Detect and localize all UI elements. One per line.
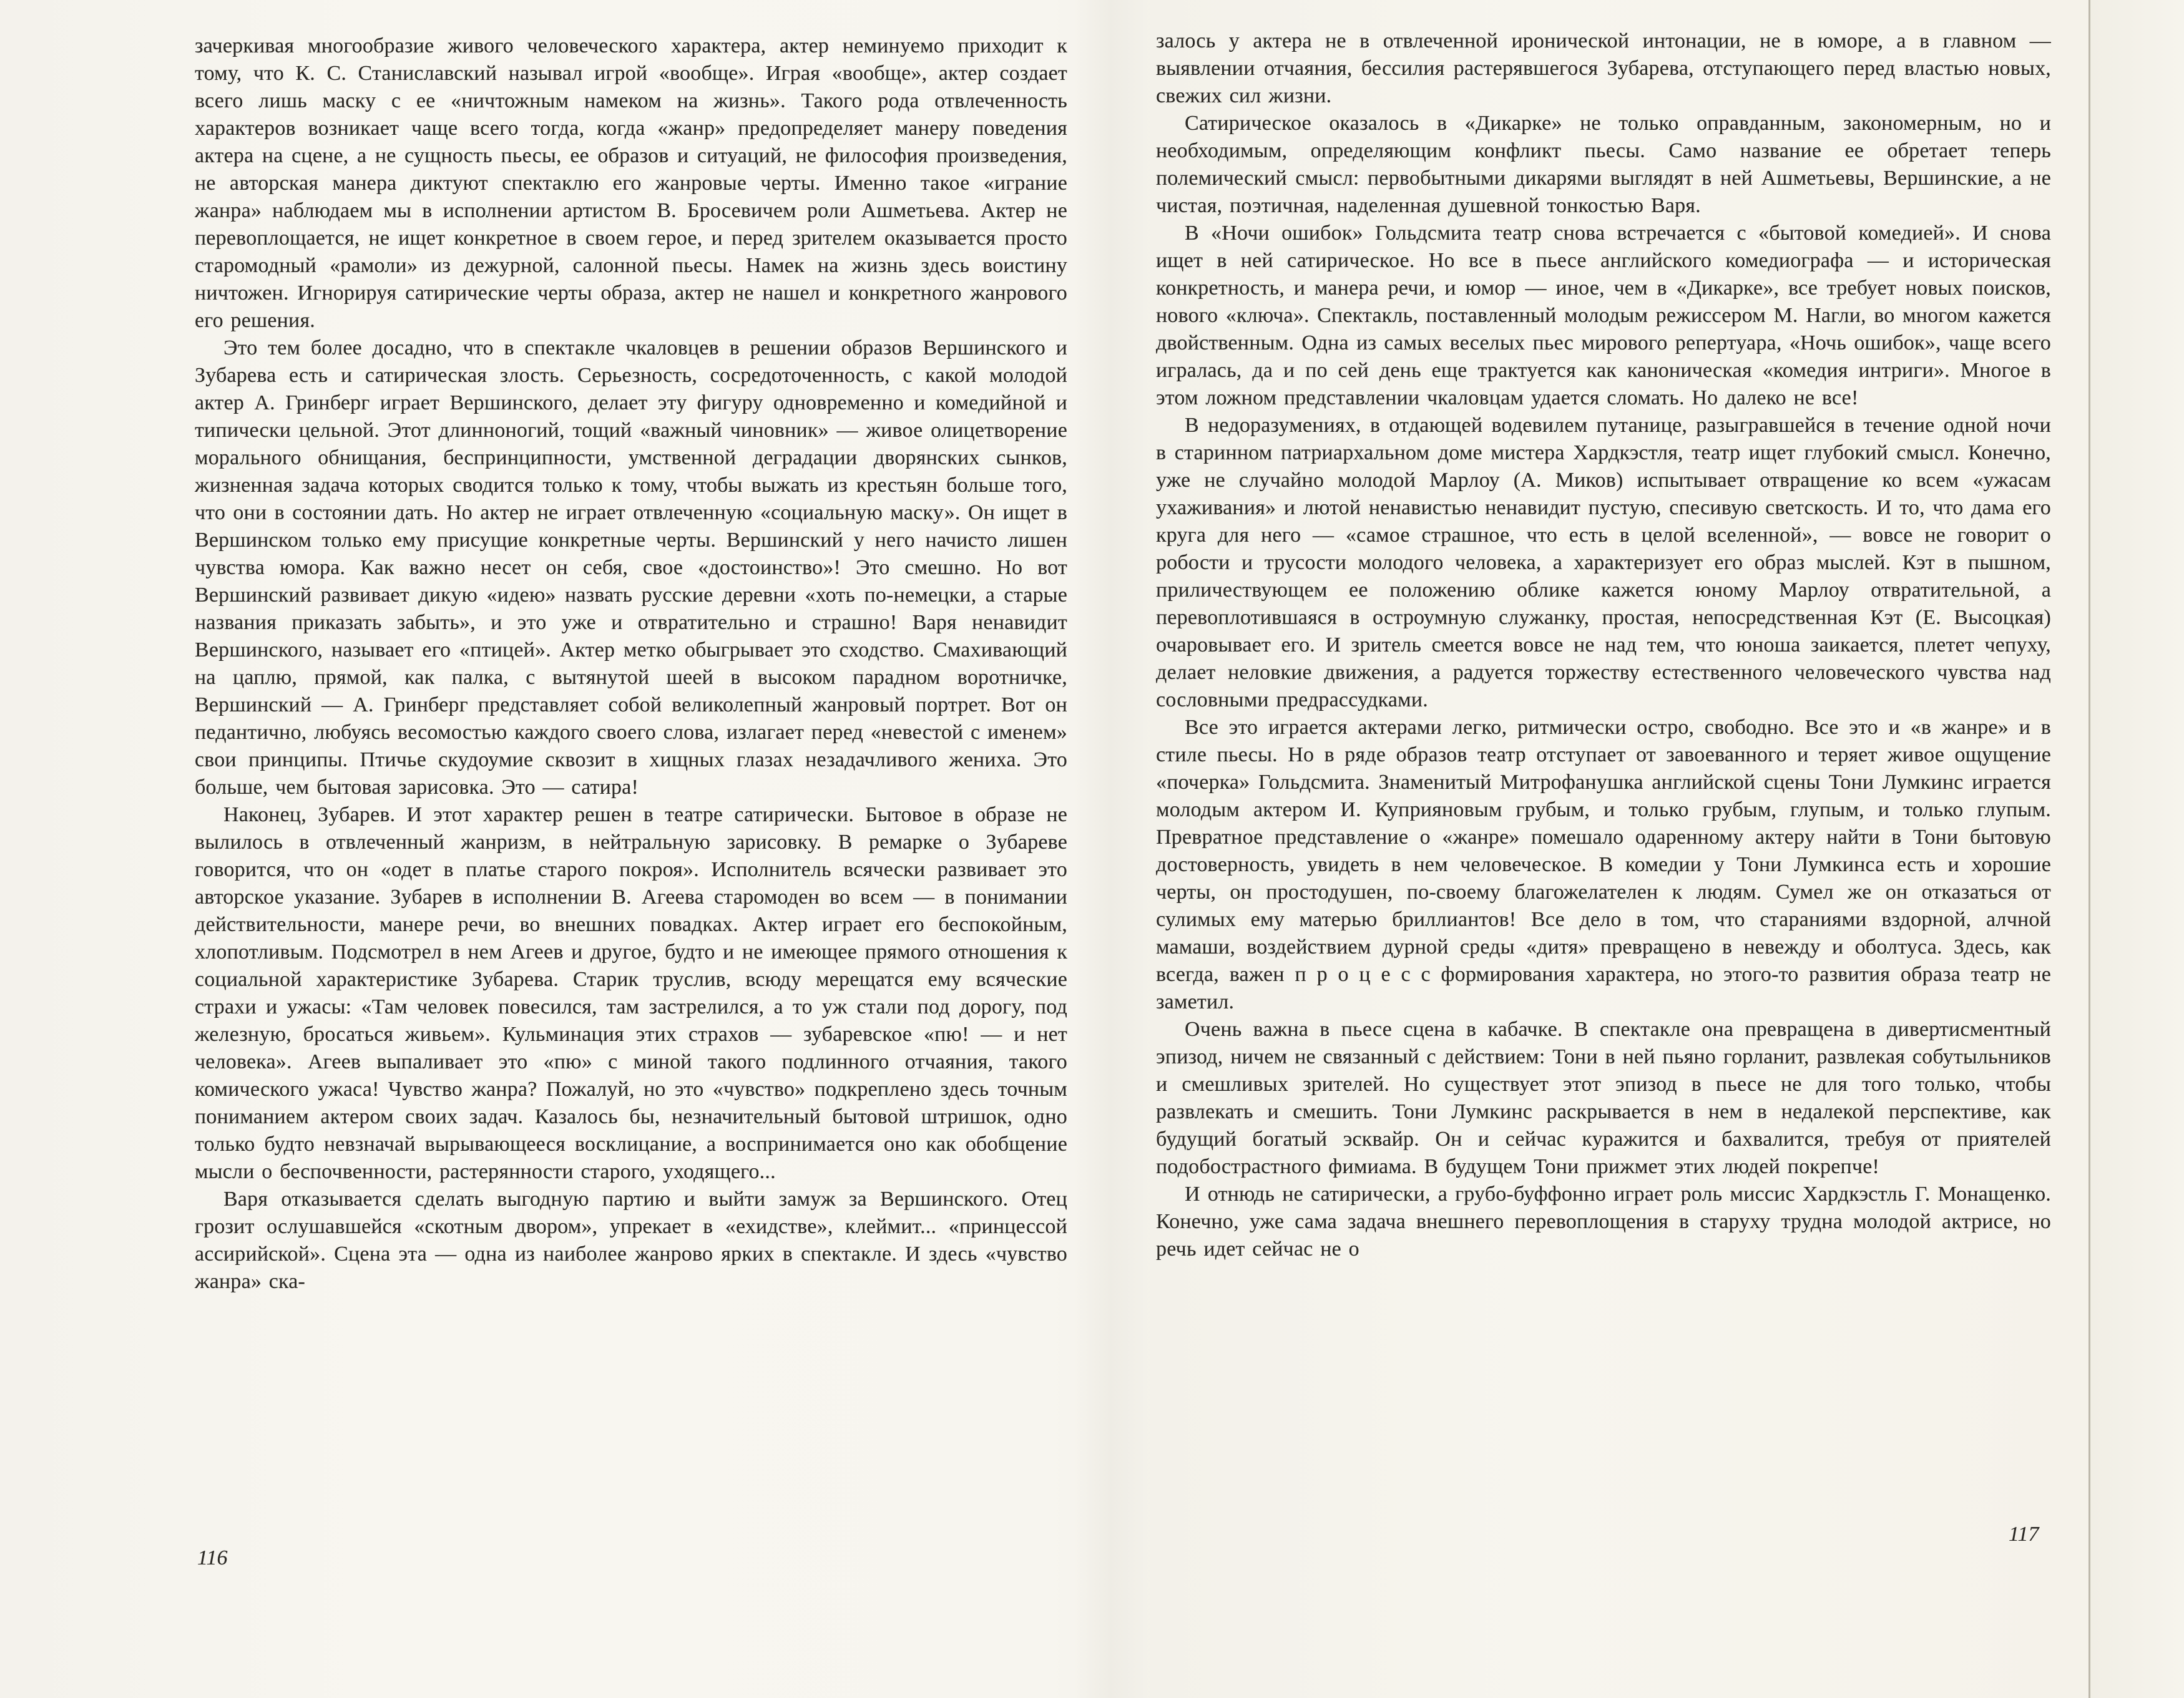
scan-margin-right	[2090, 0, 2184, 1698]
page-gutter-shade	[1074, 0, 1148, 1698]
paragraph: залось у актера не в отвлеченной иронической интонации, не в юморе, а в главном — выявлении отчаяния, бессилия растерявшегося Зубарева, отступающего перед властью новых, свежих сил жизни.	[1156, 29, 2051, 107]
paragraph: Это тем более досадно, что в спектакле чкаловцев в решении образов Вершинского и Зубарева есть и сатирическая злость. Серьезность, сосредоточенность, с какой молодой актер А. Гринберг играет Вершинского, делает эту фигуру одновременно и комедийной и типически цельной. Этот длинноногий, тощий «важный чиновник» — живое олицетворение морального обнищания, беспринципности, умственной деградации дворянских сынков, жизненная задача которых сводится только к тому, чтобы выжать из крестьян больше того, что они в состоянии дать. Но актер не играет отвлеченную «социальную маску». Он ищет в Вершинском только ему присущие конкретные черты. Вершинский у него начисто лишен чувства юмора. Как важно несет он себя, свое «достоинство»! Это смешно. Но вот Вершинский развивает дикую «идею» назвать русские деревни «хоть по-немецки, а старые названия приказать забыть», и это уже и отвратительно и страшно! Варя ненавидит Вершинского, называет его «птицей». Актер метко обыгрывает это сходство. Смахивающий на цаплю, прямой, как палка, с вытянутой шеей в высоком парадном воротничке, Вершинский — А. Гринберг представляет собой великолепный жанровый портрет. Вот он педантично, любуясь весомостью каждого своего слова, излагает перед «невестой с именем» свои принципы. Птичье скудоумие сквозит в хищных глазах незадачливого жениха. Это больше, чем бытовая зарисовка. Это — сатира!	[195, 336, 1068, 799]
paragraph: Наконец, Зубарев. И этот характер решен в театре сатирически. Бытовое в образе не вылилось в отвлеченный жанризм, в нейтральную зарисовку. В ремарке о Зубареве говорится, что он «одет в платье старого покроя». Исполнитель всячески развивает это авторское указание. Зубарев в исполнении В. Агеева старомоден во всем — в понимании действительности, манере речи, во внешних повадках. Актер играет его беспокойным, хлопотливым. Подсмотрел в нем Агеев и другое, будто и не имеющее прямого отношения к социальной характеристике Зубарева. Старик труслив, всюду мерещатся ему всяческие страхи и ужасы: «Там человек повесился, там застрелился, а то уж стали под дорогу, под железную, бросаться живьем». Кульминация этих страхов — зубаревское «пю! — и нет человека». Агеев выпаливает это «пю» с миной такого подлинного отчаяния, такого комического ужаса! Чувство жанра? Пожалуй, но это «чувство» подкреплено здесь точным пониманием актером своих задач. Казалось бы, незначительный бытовой штришок, одно только будто невзначай вырывающееся восклицание, а воспринимается оно как обобщение мысли о беспочвенности, растерянности старого, уходящего...	[195, 803, 1067, 1183]
paragraph: Очень важна в пьесе сцена в кабачке. В спектакле она превращена в дивертисментный эпизод, ничем не связанный с действием: Тони в ней пьяно горланит, развлекая собутыльников и смешливых зрителей. Но существует этот эпизод в пьесе не для того только, чтобы развлекать и смешить. Тони Лумкинс раскрывается в нем в недалекой перспективе, как будущий богатый эсквайр. Он и сейчас куражится и бахвалится, требуя от приятелей подобострастного фимиама. В будущем Тони прижмет этих людей покрепче!	[1156, 1018, 2051, 1178]
paragraph: Варя отказывается сделать выгодную партию и выйти замуж за Вершинского. Отец грозит ослушавшейся «скотным двором», упрекает в «ехидстве», клеймит... «принцессой ассирийской». Сцена эта — одна из наиболее жанрово ярких в спектакле. И здесь «чувство жанра» ска-	[195, 1188, 1067, 1293]
page-edge-line	[2089, 0, 2090, 1698]
paragraph: Сатирическое оказалось в «Дикарке» не только оправданным, закономерным, но и необходимым, определяющим конфликт пьесы. Само название ее обретает теперь полемический смысл: первобытными дикарями выглядят в ней Ашметьевы, Вершинские, а не чистая, поэтичная, наделенная душевной тонкостью Варя.	[1156, 112, 2051, 217]
paragraph: В недоразумениях, в отдающей водевилем путанице, разыгравшейся в течение одной ночи в старинном патриархальном доме мистера Хардкэстля, театр ищет глубокий смысл. Конечно, уже не случайно молодой Марлоу (А. Миков) испытывает отвращение ко всем «ужасам ухаживания» и лютой ненавистью ненавидит пустую, спесивую светскость. И то, что дама его круга для него — «самое страшное, что есть в целой вселенной», — вовсе не говорит о робости и трусости молодого человека, а характеризует его образ мыслей. Кэт в пышном, приличествующем ее положению облике кажется юному Марлоу отвратительной, а перевоплотившаяся в остроумную служанку, простая, непосредственная Кэт (Е. Высоцкая) очаровывает его. И зритель смеется вовсе не над тем, что юноша заикается, плетет чепуху, делает неловкие движения, а радуется торжеству естественного человеческого чувства над сословными предрассудками.	[1156, 414, 2051, 711]
paragraph: В «Ночи ошибок» Гольдсмита театр снова встречается с «бытовой комедией». И снова ищет в ней сатирическое. Но все в пьесе английского комедиографа — и историческая конкретность, и манера речи, и юмор — иное, чем в «Дикарке», все требует новых поисков, нового «ключа». Спектакль, поставленный молодым режиссером М. Нагли, во многом кажется двойственным. Одна из самых веселых пьес мирового репертуара, «Ночь ошибок», чаще всего игралась, да и по сей день еще трактуется как каноническая «комедия интриги». Многое в этом ложном представлении чкаловцам удается сломать. Но далеко не все!	[1156, 222, 2051, 409]
right-page-text	[1156, 27, 2051, 1263]
page-number-left: 116	[197, 1546, 228, 1569]
left-page-text	[195, 32, 1067, 1295]
paragraph: зачеркивая многообразие живого человеческого характера, актер неминуемо приходит к тому, что К. С. Станиславский называл игрой «вообще». Играя «вообще», актер создает всего лишь маску с ее «ничтожным намеком на жизнь». Такого рода отвлеченность характеров возникает чаще всего тогда, когда «жанр» предопределяет манеру поведения актера на сцене, а не сущность пьесы, ее образов и ситуаций, не философия произведения, не авторская манера диктуют спектаклю его жанровые черты. Именно такое «играние жанра» наблюдаем мы в исполнении артистом В. Бросевичем роли Ашметьева. Актер не перевоплощается, не ищет конкретное в своем герое, и перед зрителем оказывается просто старомодный «рамоли» из дежурной, салонной пьесы. Намек на жизнь здесь воистину ничтожен. Игнорируя сатирические черты образа, актер не нашел и конкретного жанрового его решения.	[195, 34, 1067, 332]
paragraph: Все это играется актерами легко, ритмически остро, свободно. Все это и «в жанре» и в стиле пьесы. Но в ряде образов театр отступает от завоеванного и теряет живое ощущение «почерка» Гольдсмита. Знаменитый Митрофанушка английской сцены Тони Лумкинс играется молодым актером И. Куприяновым грубым, и только грубым, глупым, и только глупым. Превратное представление о «жанре» помешало одаренному актеру найти в Тони бытовую достоверность, увидеть в нем человеческое. В комедии у Тони Лумкинса есть и хорошие черты, он простодушен, по-своему благожелателен к людям. Сумел же он отказаться от сулимых ему матерью бриллиантов! Все дело в том, что стараниями вздорной, алчной мамаши, воздействием дурной среды «дитя» превращено в невежду и оболтуса. Здесь, как всегда, важен п р о ц е с с формирования характера, но этого-то развития образа театр не заметил.	[1156, 716, 2051, 1013]
page-number-right: 117	[2009, 1523, 2039, 1546]
paragraph: И отнюдь не сатирически, а грубо-буффонно играет роль миссис Хардкэстль Г. Монащенко. Конечно, уже сама задача внешнего перевоплощения в старуху трудна молодой актрисе, но речь идет сейчас не о	[1156, 1183, 2051, 1261]
